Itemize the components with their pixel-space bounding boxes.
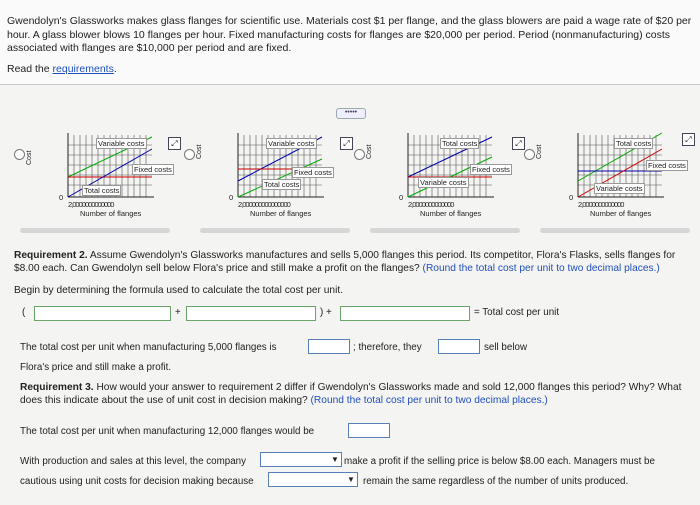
more-button[interactable]: ••••• bbox=[336, 108, 366, 119]
graph-1-x-ticks: 2,0000000000000 bbox=[68, 200, 114, 209]
graph-2-label-variable: Variable costs bbox=[268, 139, 315, 148]
requirements-link[interactable]: requirements bbox=[52, 63, 114, 75]
req3-line2-b: make a profit if the selling price is below $8.00 each. Managers must be bbox=[344, 456, 655, 467]
formula-equals-label: = Total cost per unit bbox=[474, 307, 560, 318]
graph-1-zero: 0 bbox=[59, 193, 63, 202]
graph-2-label-total: Total costs bbox=[264, 180, 300, 189]
graph-4-zero: 0 bbox=[569, 193, 573, 202]
graph-4-label-fixed: Fixed costs bbox=[648, 161, 686, 170]
problem-intro: Gwendolyn's Glassworks makes glass flanges for scientific use. Materials cost $1 per flange, and the glass blowers are paid a wage rate of $20 per hour. A glass blower blows 10 flanges per hour. Fixed manufacturing costs for flanges are $20,000 per period. Period (nonmanufacturing) costs associated with flanges are $10,000 per period and are fixed. bbox=[7, 15, 692, 54]
graph-2-label-fixed: Fixed costs bbox=[294, 168, 332, 177]
company-can-select[interactable] bbox=[260, 452, 342, 467]
req2-text: Assume Gwendolyn's Glassworks manufactures and sells 5,000 flanges this period. Its competitor, Flora's Flasks, sells flanges for $8.00 each. Can Gwendolyn sell below Flora's price and still make a profit on the flanges? bbox=[14, 250, 676, 274]
req3-line3-b: remain the same regardless of the number of units produced. bbox=[363, 476, 629, 487]
req2-hint: (Round the total cost per unit to two decimal places.) bbox=[419, 262, 660, 274]
graph-1-zoom-icon[interactable]: ⤢ bbox=[168, 137, 181, 150]
graph-3-label-variable: Variable costs bbox=[420, 178, 467, 187]
graph-3-y-label: Cost bbox=[366, 144, 373, 159]
requirement-2 bbox=[14, 250, 694, 275]
problem-header bbox=[0, 0, 700, 85]
graph-1-label-fixed: Fixed costs bbox=[134, 165, 172, 174]
graph-1-x-label: Number of flanges bbox=[80, 209, 142, 218]
req2-line2: Flora's price and still make a profit. bbox=[20, 362, 172, 373]
formula-close-plus: ) + bbox=[320, 307, 332, 318]
graph-option-1[interactable] bbox=[12, 119, 182, 224]
graph-2-zoom-icon[interactable]: ⤢ bbox=[340, 137, 353, 150]
graph-2-x-ticks: 2,000000000000000 bbox=[238, 200, 290, 209]
req2-line1-c: sell below bbox=[484, 342, 528, 353]
graph-4-x-label: Number of flanges bbox=[590, 209, 652, 218]
graph-option-2[interactable] bbox=[182, 119, 352, 224]
header-divider bbox=[0, 84, 700, 85]
graph-option-4[interactable] bbox=[522, 119, 692, 224]
graph-4-y-label: Cost bbox=[536, 144, 543, 159]
req3-title: Requirement 3. bbox=[20, 382, 94, 393]
formula-input-3[interactable] bbox=[340, 306, 470, 321]
graph-2-y-label: Cost bbox=[196, 144, 203, 159]
cost-type-select[interactable] bbox=[268, 472, 358, 487]
requirement-3 bbox=[20, 382, 685, 407]
graph-scroll-bar-mid bbox=[200, 228, 350, 233]
graph-4-zoom-icon[interactable]: ⤢ bbox=[682, 133, 695, 146]
formula-plus: + bbox=[175, 307, 181, 318]
formula-input-2[interactable] bbox=[186, 306, 316, 321]
graph-4-x-ticks: 2,0000000000000 bbox=[578, 200, 624, 209]
cost-per-unit-5000-input[interactable] bbox=[308, 339, 350, 354]
req3-line1: The total cost per unit when manufacturing 12,000 flanges would be bbox=[20, 426, 315, 437]
graph-3-x-label: Number of flanges bbox=[420, 209, 482, 218]
req2-begin: Begin by determining the formula used to calculate the total cost per unit. bbox=[14, 285, 344, 296]
company-can-chevron-down-icon: ▼ bbox=[331, 455, 339, 464]
graph-2-x-label: Number of flanges bbox=[250, 209, 312, 218]
formula-open-paren: ( bbox=[22, 307, 26, 318]
graph-1-label-variable: Variable costs bbox=[98, 139, 145, 148]
graph-3-label-total: Total costs bbox=[442, 139, 478, 148]
req3-line3-a: cautious using unit costs for decision making because bbox=[20, 476, 254, 487]
req3-hint: (Round the total cost per unit to two decimal places.) bbox=[307, 394, 548, 406]
req2-line1-a: The total cost per unit when manufacturing 5,000 flanges is bbox=[20, 342, 277, 353]
graph-scroll-bar-left bbox=[20, 228, 170, 233]
graph-3-label-fixed: Fixed costs bbox=[472, 165, 510, 174]
graph-3-zero: 0 bbox=[399, 193, 403, 202]
graph-scroll-bar-mid2 bbox=[370, 228, 520, 233]
graph-option-3[interactable] bbox=[352, 119, 522, 224]
req2-title: Requirement 2. bbox=[14, 250, 88, 261]
read-prefix: Read the bbox=[7, 63, 53, 75]
graph-1-y-label: Cost bbox=[26, 150, 33, 165]
graph-1-label-total: Total costs bbox=[84, 186, 120, 195]
req3-line2-a: With production and sales at this level, the company bbox=[20, 456, 246, 467]
can-cannot-5000-input[interactable] bbox=[438, 339, 480, 354]
read-suffix: . bbox=[113, 63, 117, 75]
read-requirements-line bbox=[7, 63, 117, 75]
graph-3-x-ticks: 2,0000000000000 bbox=[408, 200, 454, 209]
formula-input-1[interactable] bbox=[34, 306, 171, 321]
req3-text: How would your answer to requirement 2 differ if Gwendolyn's Glassworks made and sold 12,000 flanges this period? Why? What does this indicate about the use of unit cost in decision making? bbox=[20, 382, 682, 406]
formula-row bbox=[14, 305, 694, 323]
graph-3-zoom-icon[interactable]: ⤢ bbox=[512, 137, 525, 150]
graph-4-label-total: Total costs bbox=[616, 139, 652, 148]
graph-4-label-variable: Variable costs bbox=[596, 184, 643, 193]
graph-scroll-bar-right bbox=[540, 228, 690, 233]
cost-type-chevron-down-icon: ▼ bbox=[347, 475, 355, 484]
cost-per-unit-12000-input[interactable] bbox=[348, 423, 390, 438]
req2-line1-b: ; therefore, they bbox=[353, 342, 422, 353]
graph-2-zero: 0 bbox=[229, 193, 233, 202]
